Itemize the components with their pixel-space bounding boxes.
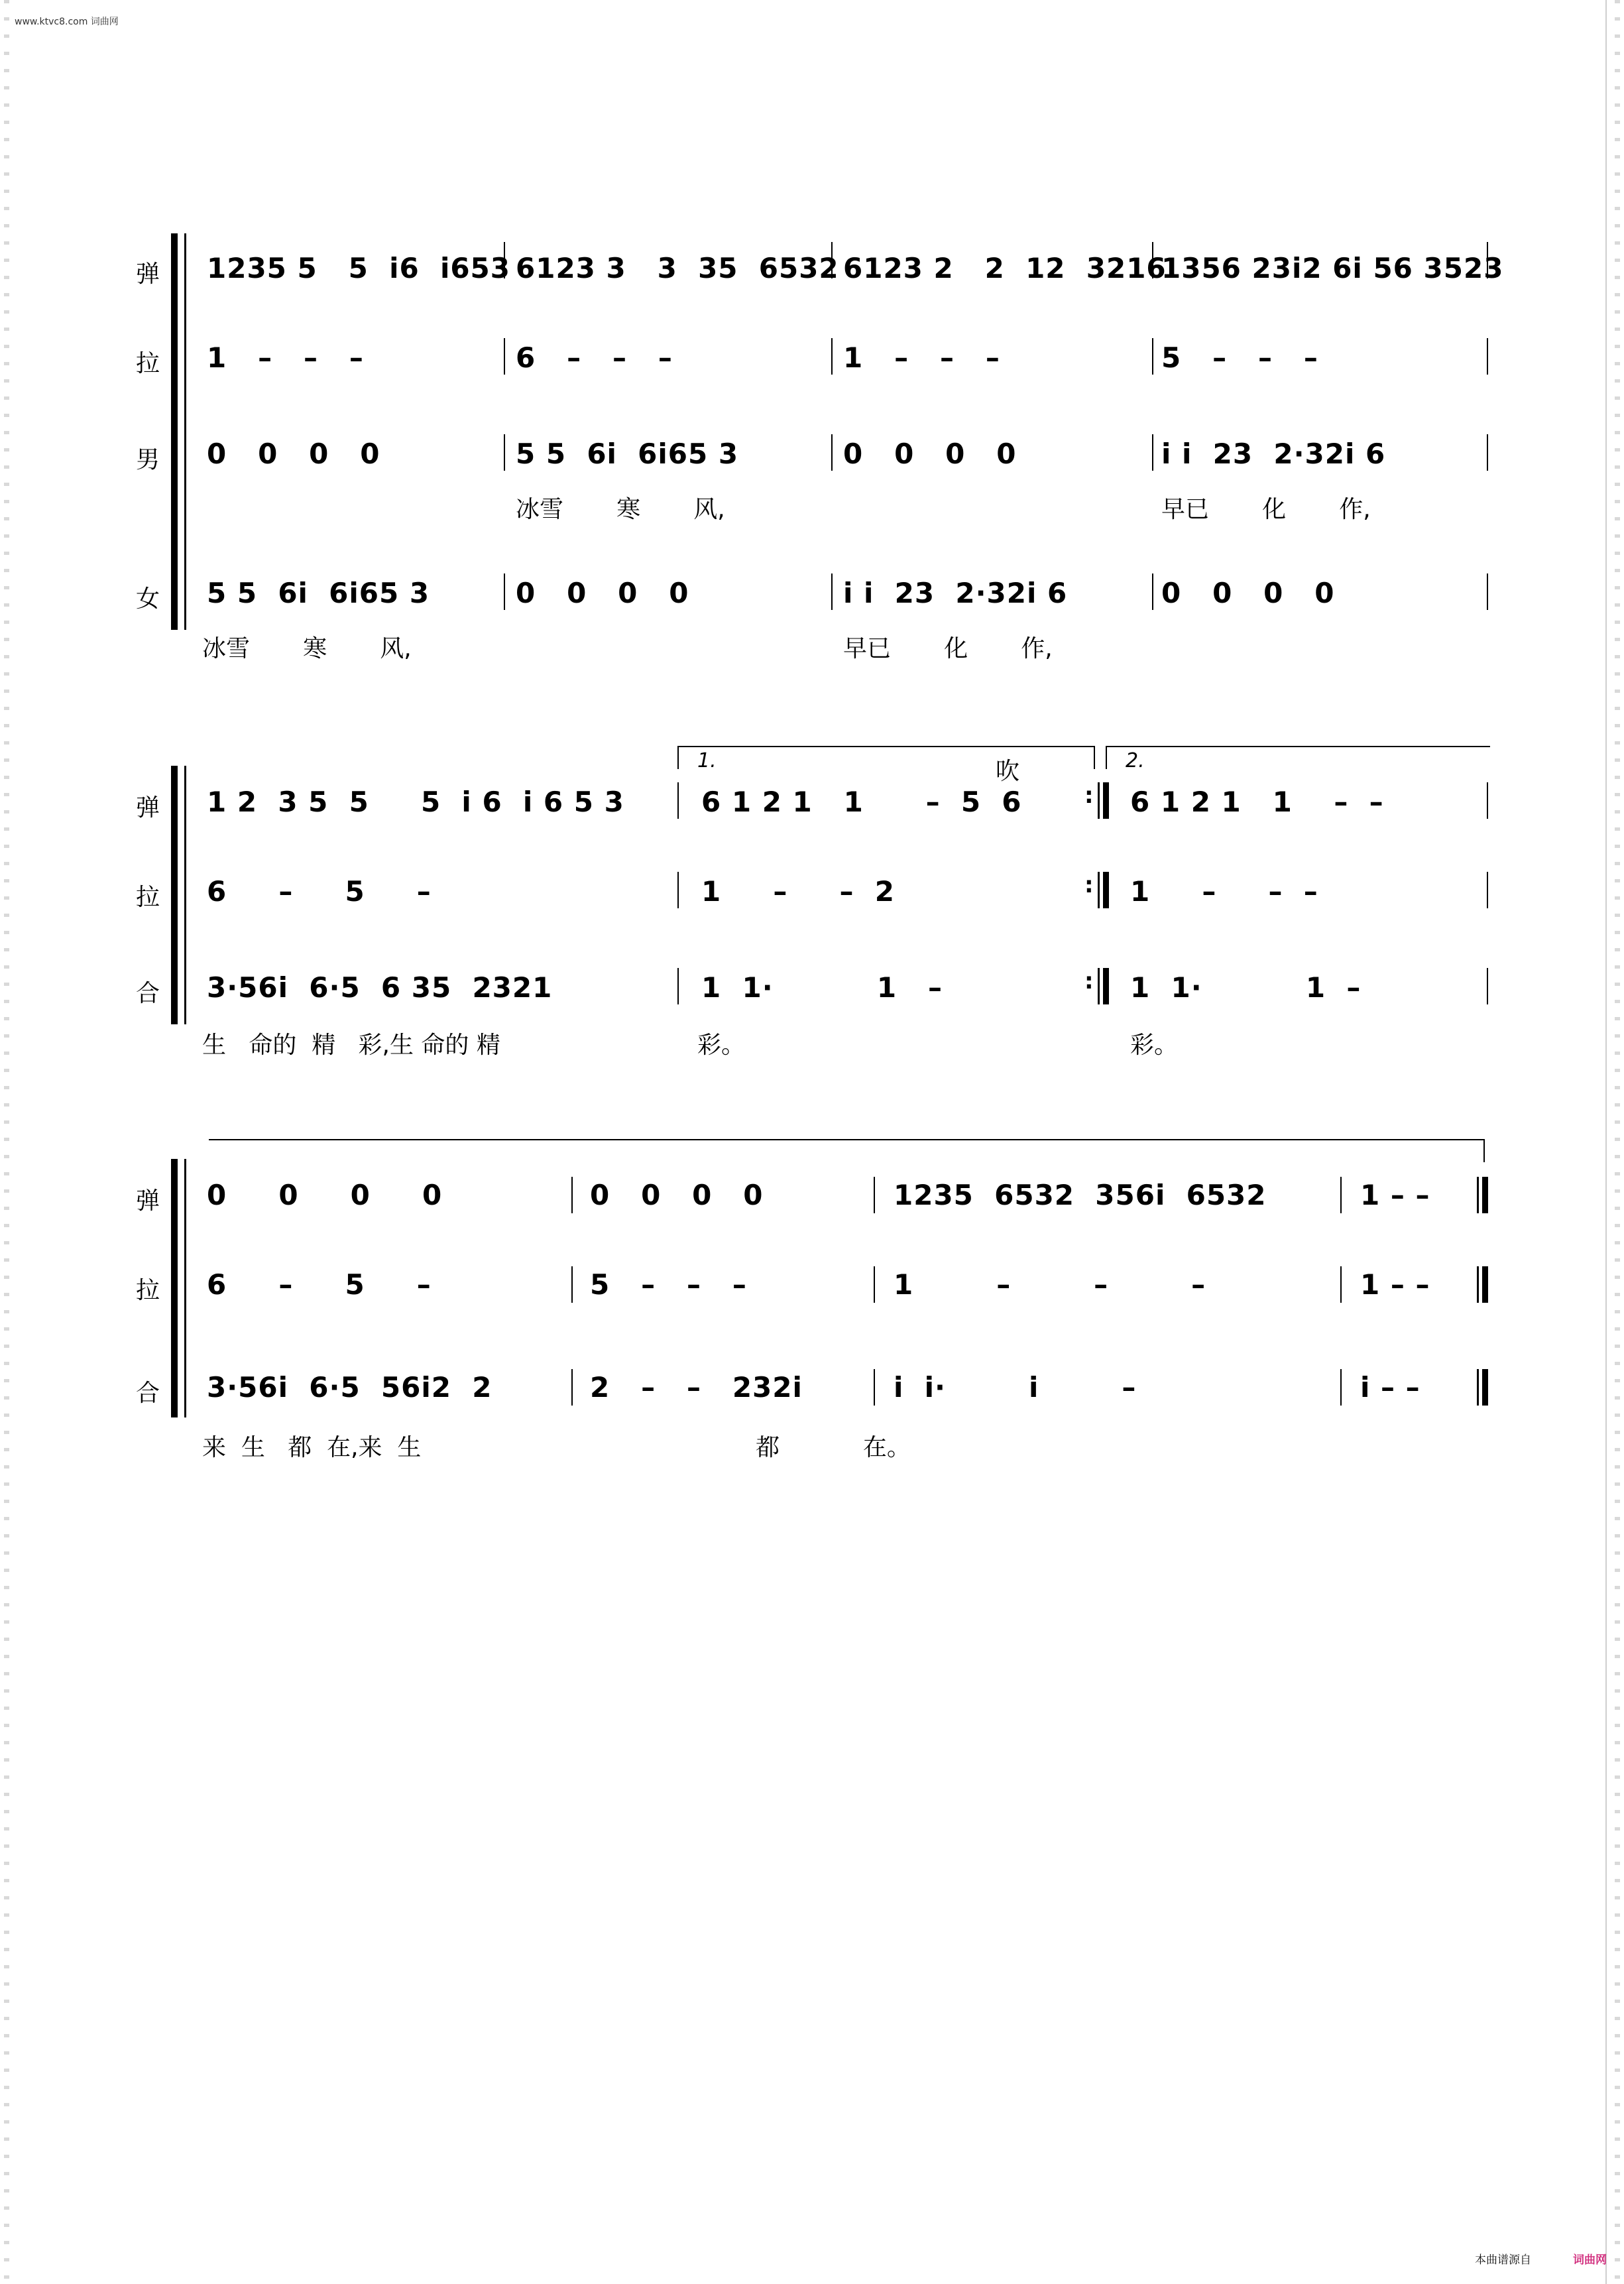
- final-barline: [1482, 1177, 1488, 1213]
- measure: 6 – 5 –: [207, 875, 432, 908]
- left-margin-watermark: [4, 0, 9, 2284]
- repeat-dots: :: [1084, 782, 1094, 809]
- footer-note: 本曲谱源自: [1475, 2254, 1531, 2267]
- barline: [831, 434, 833, 471]
- repeat-dots: :: [1084, 968, 1094, 994]
- lyric: 早已 化 作,: [843, 635, 1053, 662]
- part-name: 拉: [136, 350, 160, 377]
- measure: 1 1· 1 –: [701, 971, 943, 1004]
- volta-bracket-2: [1106, 746, 1490, 747]
- measure: i i 23 2·32i 6: [843, 577, 1068, 609]
- measure: 1 1· 1 –: [1130, 971, 1362, 1004]
- measure: 1 – –: [1360, 1268, 1430, 1301]
- measure: 3·56i 6·5 56i2 2: [207, 1371, 493, 1404]
- system-bracket: [171, 766, 178, 1024]
- barline: [831, 573, 833, 610]
- measure: 6123 3 3 35 6532: [516, 252, 839, 284]
- repeat-barline: [1103, 782, 1109, 819]
- measure: 5 – – –: [590, 1268, 747, 1301]
- barline: [504, 338, 505, 375]
- header-watermark: www.ktvc8.com 词曲网: [15, 17, 119, 27]
- lyric: 冰雪 寒 风,: [516, 496, 725, 523]
- measure: i i 23 2·32i 6: [1161, 438, 1386, 470]
- measure: 3·56i 6·5 6 35 2321: [207, 971, 553, 1004]
- measure: 1 – – –: [207, 341, 364, 374]
- barline: [677, 782, 679, 819]
- lyric: 早已 化 作,: [1161, 496, 1371, 523]
- barline: [874, 1266, 875, 1303]
- measure: 6123 2 2 12 3216: [843, 252, 1167, 284]
- part-name: 合: [136, 1380, 160, 1407]
- part-name: 拉: [136, 884, 160, 911]
- barline: [1152, 338, 1153, 375]
- measure: 0 0 0 0: [1161, 577, 1335, 609]
- footer-brand: 词曲网: [1573, 2254, 1607, 2267]
- measure: 1 – – –: [1130, 875, 1318, 908]
- phrase-line-end: [1483, 1139, 1485, 1162]
- system-bracket: [171, 233, 178, 630]
- barline: [1487, 872, 1488, 908]
- measure: 0 0 0 0: [207, 1179, 443, 1211]
- page-border: [1605, 0, 1607, 2284]
- measure: 1356 23i2 6i 56 3523: [1161, 252, 1504, 284]
- measure: 0 0 0 0: [843, 438, 1017, 470]
- part-name: 合: [136, 980, 160, 1007]
- measure: i i· i –: [894, 1371, 1137, 1404]
- lyric: 彩。: [1130, 1032, 1179, 1059]
- final-barline: [1482, 1266, 1488, 1303]
- system-start-barline: [184, 1159, 186, 1417]
- volta-bracket-end: [1094, 746, 1095, 769]
- measure: 6 – – –: [516, 341, 673, 374]
- system-bracket: [171, 1159, 178, 1417]
- barline: [1487, 782, 1488, 819]
- lyric: 生 命的 精 彩,生 命的 精: [202, 1032, 500, 1059]
- barline: [1340, 1369, 1342, 1406]
- measure: 5 – – –: [1161, 341, 1318, 374]
- barline: [1340, 1266, 1342, 1303]
- barline: [1152, 573, 1153, 610]
- barline: [1487, 338, 1488, 375]
- lyric: 彩。: [697, 1032, 746, 1059]
- system-start-barline: [184, 766, 186, 1024]
- barline: [1340, 1177, 1342, 1213]
- barline: [1152, 434, 1153, 471]
- measure: 1235 5 5 i6 i653: [207, 252, 511, 284]
- part-name: 弹: [136, 794, 160, 821]
- repeat-barline: [1103, 872, 1109, 908]
- lyric: 来 生 都 在,来 生: [202, 1434, 422, 1461]
- measure: i – –: [1360, 1371, 1421, 1404]
- part-name: 拉: [136, 1277, 160, 1304]
- repeat-barline: [1103, 968, 1109, 1004]
- phrase-line: [209, 1139, 1485, 1140]
- barline: [571, 1369, 573, 1406]
- barline: [504, 573, 505, 610]
- measure: 6 1 2 1 1 – 5 6: [701, 786, 1022, 818]
- part-name: 女: [136, 585, 160, 613]
- measure: 6 1 2 1 1 – –: [1130, 786, 1384, 818]
- barline: [677, 968, 679, 1004]
- part-name: 弹: [136, 1187, 160, 1215]
- barline: [571, 1266, 573, 1303]
- system-start-barline: [184, 233, 186, 630]
- repeat-dots: :: [1084, 872, 1094, 898]
- barline: [831, 338, 833, 375]
- barline: [1487, 573, 1488, 610]
- volta-label-2: 2.: [1126, 749, 1145, 772]
- lyric: 冰雪 寒 风,: [202, 635, 412, 662]
- measure: 5 5 6i 6i65 3: [207, 577, 430, 609]
- measure: 1 – – –: [843, 341, 1000, 374]
- lyric: 都 在。: [756, 1434, 911, 1461]
- final-barline: [1477, 1177, 1479, 1213]
- final-barline: [1477, 1369, 1479, 1406]
- barline: [571, 1177, 573, 1213]
- measure: 5 5 6i 6i65 3: [516, 438, 739, 470]
- part-name: 男: [136, 446, 160, 473]
- barline: [874, 1369, 875, 1406]
- barline: [504, 434, 505, 471]
- measure: 1235 6532 356i 6532: [894, 1179, 1267, 1211]
- measure: 6 – 5 –: [207, 1268, 432, 1301]
- repeat-barline: [1098, 782, 1100, 819]
- measure: 1 2 3 5 5 5 i 6 i 6 5 3: [207, 786, 624, 818]
- measure: 1 – – 2: [701, 875, 895, 908]
- volta-bracket-1: [677, 746, 1095, 747]
- volta-label-1: 1.: [697, 749, 717, 772]
- measure: 1 – – –: [894, 1268, 1206, 1301]
- measure: 1 – –: [1360, 1179, 1430, 1211]
- barline: [677, 872, 679, 908]
- repeat-barline: [1098, 968, 1100, 1004]
- measure: 0 0 0 0: [590, 1179, 764, 1211]
- volta-bracket-start: [1106, 746, 1107, 769]
- barline: [1487, 434, 1488, 471]
- repeat-barline: [1098, 872, 1100, 908]
- final-barline: [1477, 1266, 1479, 1303]
- measure: 0 0 0 0: [207, 438, 380, 470]
- measure: 0 0 0 0: [516, 577, 689, 609]
- final-barline: [1482, 1369, 1488, 1406]
- barline: [874, 1177, 875, 1213]
- measure: 2 – – 232i: [590, 1371, 803, 1404]
- right-margin-watermark: [1615, 0, 1620, 2284]
- barline: [1487, 968, 1488, 1004]
- part-name: 弹: [136, 261, 160, 288]
- cue-text: 吹: [996, 758, 1020, 785]
- volta-bracket-start: [677, 746, 679, 769]
